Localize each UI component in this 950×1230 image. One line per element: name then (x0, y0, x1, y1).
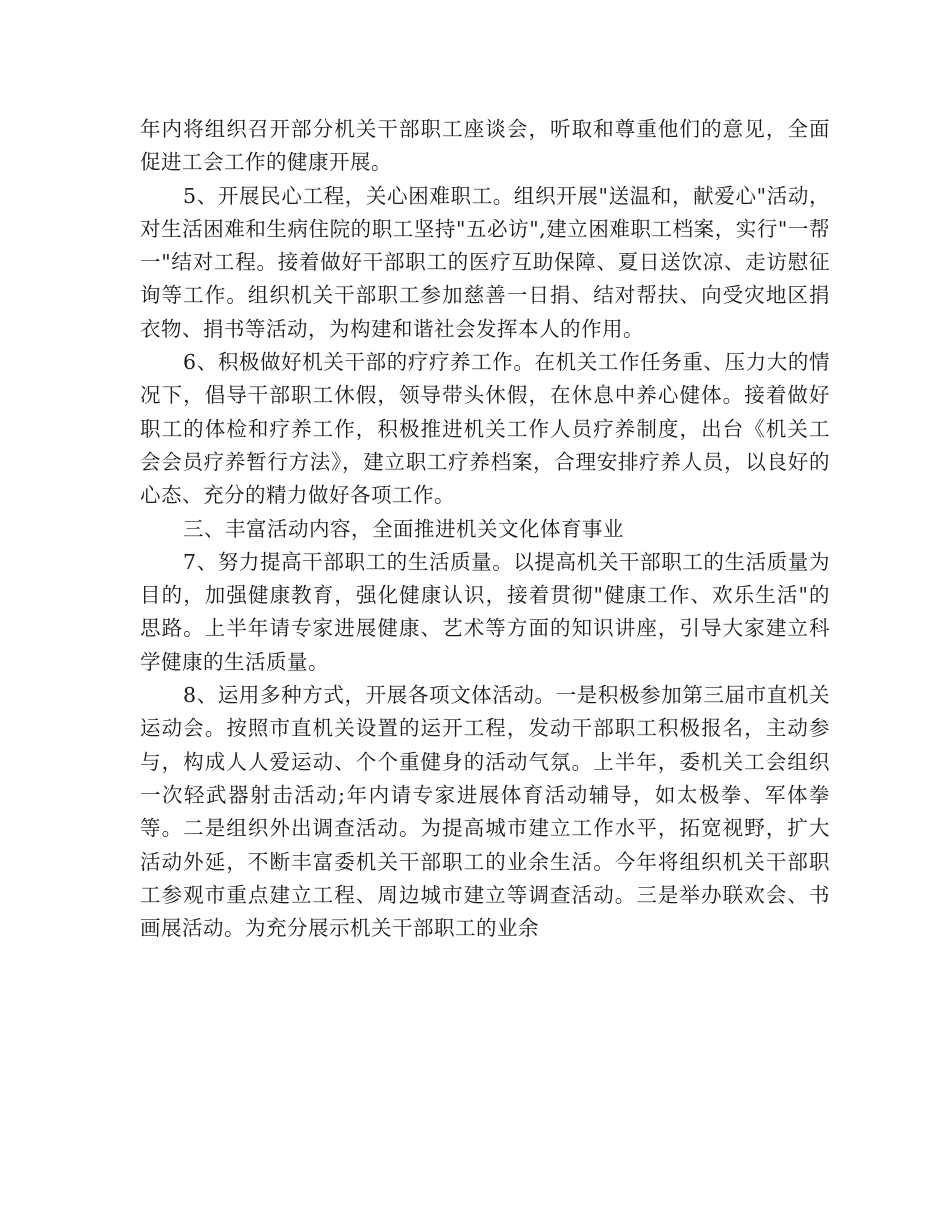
paragraph-item-7: 7、努力提高干部职工的生活质量。以提高机关干部职工的生活质量为目的，加强健康教育，强化健康认识，接着贯彻"健康工作、欢乐生活"的思路。上半年请专家进展健康、艺术等方面的知识讲座，引导大家建立科学健康的生活质量。 (140, 549, 830, 674)
document-body (140, 113, 830, 945)
paragraph-continuation: 年内将组织召开部分机关干部职工座谈会，听取和尊重他们的意见，全面促进工会工作的健康开展。 (140, 117, 830, 175)
section-heading-3: 三、丰富活动内容，全面推进机关文化体育事业 (183, 516, 625, 541)
paragraph-item-5: 5、开展民心工程，关心困难职工。组织开展"送温和，献爱心"活动，对生活困难和生病住院的职工坚持"五必访",建立困难职工档案，实行"一帮一"结对工程。接着做好干部职工的医疗互助保障、夏日送饮凉、走访慰征询等工作。组织机关干部职工参加慈善一日捐、结对帮扶、向受灾地区捐衣物、捐书等活动，为构建和谐社会发挥本人的作用。 (140, 183, 830, 341)
paragraph-item-6: 6、积极做好机关干部的疗疗养工作。在机关工作任务重、压力大的情况下，倡导干部职工休假，领导带头休假，在休息中养心健体。接着做好职工的体检和疗养工作，积极推进机关工作人员疗养制度，出台《机关工会会员疗养暂行方法》，建立职工疗养档案，合理安排疗养人员，以良好的心态、充分的精力做好各项工作。 (140, 350, 830, 508)
paragraph-item-8: 8、运用多种方式，开展各项文体活动。一是积极参加第三届市直机关运动会。按照市直机关设置的运开工程，发动干部职工积极报名，主动参与，构成人人爱运动、个个重健身的活动气氛。上半年，委机关工会组织一次轻武器射击活动;年内请专家进展体育活动辅导，如太极拳、军体拳等。二是组织外出调查活动。为提高城市建立工作水平，拓宽视野，扩大活动外延，不断丰富委机关干部职工的业余生活。今年将组织机关干部职工参观市重点建立工程、周边城市建立等调查活动。三是举办联欢会、书画展活动。为充分展示机关干部职工的业余 (140, 683, 830, 941)
